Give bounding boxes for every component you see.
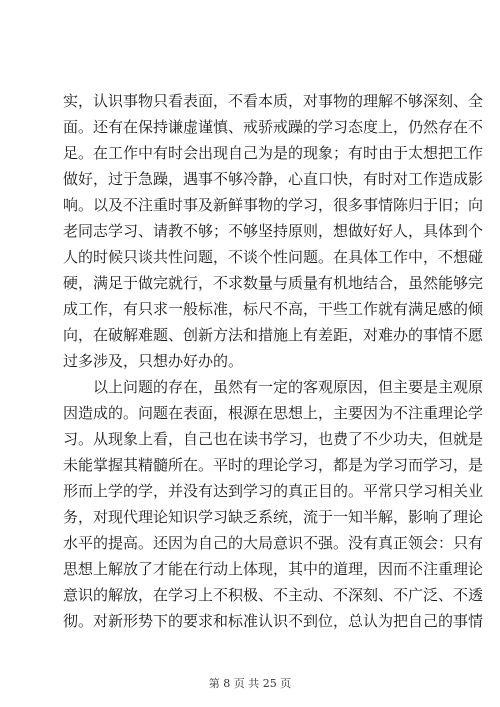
text-line: 未能掌握其精髓所在。平时的理论学习，都是为学习而学习，是 bbox=[63, 456, 484, 474]
text-line: 形而上学的学，并没有达到学习的真正目的。平常只学习相关业 bbox=[63, 482, 484, 500]
text-line: 响。以及不注重时事及新鲜事物的学习，很多事情陈归于旧；向 bbox=[63, 196, 484, 214]
text-line: 意识的解放，在学习上不积极、不主动、不深刻、不广泛、不透 bbox=[63, 586, 484, 604]
text-line: 足。在工作中有时会出现自己为是的现象；有时由于太想把工作 bbox=[63, 144, 484, 162]
text-line: 务，对现代理论知识学习缺乏系统，流于一知半解，影响了理论 bbox=[63, 508, 484, 526]
text-line: 实，认识事物只看表面，不看本质，对事物的理解不够深刻、全 bbox=[63, 92, 484, 110]
text-line: 以上问题的存在，虽然有一定的客观原因，但主要是主观原 bbox=[93, 378, 484, 396]
text-line: 做好，过于急躁，遇事不够冷静，心直口快，有时对工作造成影 bbox=[63, 170, 484, 188]
text-line: 彻。对新形势下的要求和标准认识不到位，总认为把自己的事情 bbox=[63, 612, 484, 630]
text-line: 人的时候只谈共性问题，不谈个性问题。在具体工作中，不想碰 bbox=[63, 248, 484, 266]
text-line: 老同志学习、请教不够；不够坚持原则，想做好好人，具体到个 bbox=[63, 222, 484, 240]
text-line: 成工作，有只求一般标准，标尺不高，干些工作就有满足感的倾 bbox=[63, 300, 484, 318]
text-line: 因造成的。问题在表面，根源在思想上，主要因为不注重理论学 bbox=[63, 404, 484, 422]
body-text bbox=[63, 88, 484, 634]
text-line: 向，在破解难题、创新方法和措施上有差距，对难办的事情不愿 bbox=[63, 326, 484, 344]
text-line: 思想上解放了才能在行动上体现，其中的道理，因而不注重理论 bbox=[63, 560, 484, 578]
text-line: 习。从现象上看，自己也在读书学习，也费了不少功夫，但就是 bbox=[63, 430, 484, 448]
page-number-footer: 第 8 页 共 25 页 bbox=[208, 677, 292, 690]
text-line: 过多涉及，只想办好办的。 bbox=[63, 352, 244, 370]
text-line: 面。还有在保持谦虚谨慎、戒骄戒躁的学习态度上，仍然存在不 bbox=[63, 118, 484, 136]
text-line: 水平的提高。还因为自己的大局意识不强。没有真正领会：只有 bbox=[63, 534, 484, 552]
text-line: 硬，满足于做完就行，不求数量与质量有机地结合，虽然能够完 bbox=[63, 274, 484, 292]
